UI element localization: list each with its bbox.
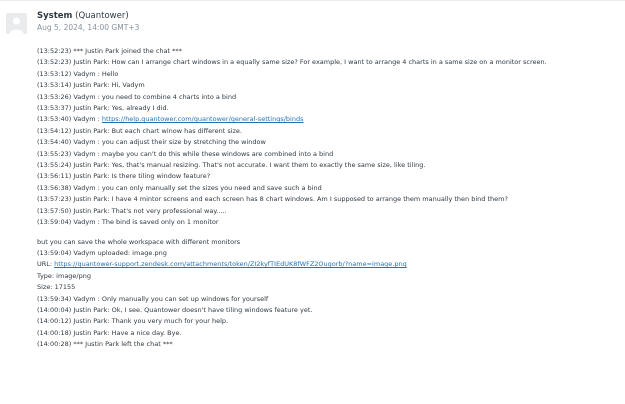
- paragraph-gap: [37, 229, 622, 237]
- user-silhouette-icon: [6, 13, 27, 34]
- transcript-line: Size: 17155: [37, 283, 76, 292]
- author-organization: (Quantower): [75, 11, 129, 21]
- transcript-line: [37, 114, 622, 125]
- avatar: [6, 13, 27, 34]
- transcript-line: (13:57:50) Justin Park: That's not very professional way.....: [37, 206, 227, 215]
- transcript-line: (13:55:23) Vadym : maybe you can't do this while these windows are combined into a bind: [37, 149, 334, 158]
- line-prefix: URL:: [37, 260, 55, 269]
- transcript-line: (13:53:12) Vadym : Hello: [37, 69, 119, 78]
- transcript-line: (13:53:37) Justin Park: Yes, already I did.: [37, 104, 169, 113]
- transcript-link[interactable]: https://help.quantower.com/quantower/general-settings/binds: [101, 115, 304, 124]
- comment-header: [37, 11, 139, 33]
- chat-transcript: [37, 46, 622, 351]
- transcript-line: (13:55:24) Justin Park: Yes, that's manual resizing. That's not accurate. I want them to exactly the same size, like tiling.: [37, 161, 426, 170]
- transcript-block: [37, 237, 622, 351]
- transcript-line: (13:56:38) Vadym : you can only manually set the sizes you need and save such a bind: [37, 183, 322, 192]
- comment-date: Aug 5, 2024, 14:00 GMT+3: [37, 23, 140, 32]
- transcript-line: (13:53:26) Vadym : you need to combine 4 charts into a bind: [37, 92, 237, 101]
- transcript-line: (13:52:23) Justin Park: How can I arrange chart windows in a equally same size? For example, I want to arrange 4 charts in a same size on a monitor screen.: [37, 58, 547, 67]
- transcript-line: (13:57:23) Justin Park: I have 4 mintor screens and each screen has 8 chart windows. Am I supposed to arrange them manually then bind them?: [37, 195, 508, 204]
- transcript-line: (14:00:18) Justin Park: Have a nice day. Bye.: [37, 328, 182, 337]
- transcript-line: (13:54:40) Vadym : you can adjust their size by stretching the window: [37, 138, 266, 147]
- author-line: [37, 11, 139, 22]
- line-prefix: (13:53:40) Vadym :: [37, 115, 102, 124]
- transcript-line: (13:52:23) *** Justin Park joined the chat ***: [37, 47, 182, 55]
- transcript-line: but you can save the whole workspace with different monitors: [37, 237, 241, 246]
- transcript-line: (13:53:14) Justin Park: Hi, Vadym: [37, 81, 145, 90]
- transcript-line: (13:56:11) Justin Park: Is there tiling window feature?: [37, 172, 211, 181]
- transcript-line: (13:59:34) Vadym : Only manually you can set up windows for yourself: [37, 294, 269, 303]
- divider: [0, 0, 625, 1]
- transcript-block: [37, 46, 622, 229]
- author-name: System: [37, 11, 73, 21]
- transcript-line: [37, 259, 622, 270]
- transcript-line: (13:54:12) Justin Park: But each chart winow has different size.: [37, 126, 242, 135]
- transcript-line: (14:00:12) Justin Park: Thank you very much for your help.: [37, 317, 229, 326]
- transcript-link[interactable]: https://quantower-support.zendesk.com/attachments/token/ZI2kyfTIEdUK8fWFZ2Ougorb/?name=image.png: [54, 260, 407, 269]
- transcript-line: (13:59:04) Vadym : The bind is saved only on 1 monitor: [37, 218, 219, 227]
- transcript-line: (14:00:28) *** Justin Park left the chat ***: [37, 340, 173, 349]
- transcript-line: (13:59:04) Vadym uploaded: image.png: [37, 248, 167, 257]
- transcript-line: Type: image/png: [37, 271, 91, 280]
- transcript-line: (14:00:04) Justin Park: Ok, I see. Quantower doesn't have tiling windows feature yet.: [37, 305, 313, 314]
